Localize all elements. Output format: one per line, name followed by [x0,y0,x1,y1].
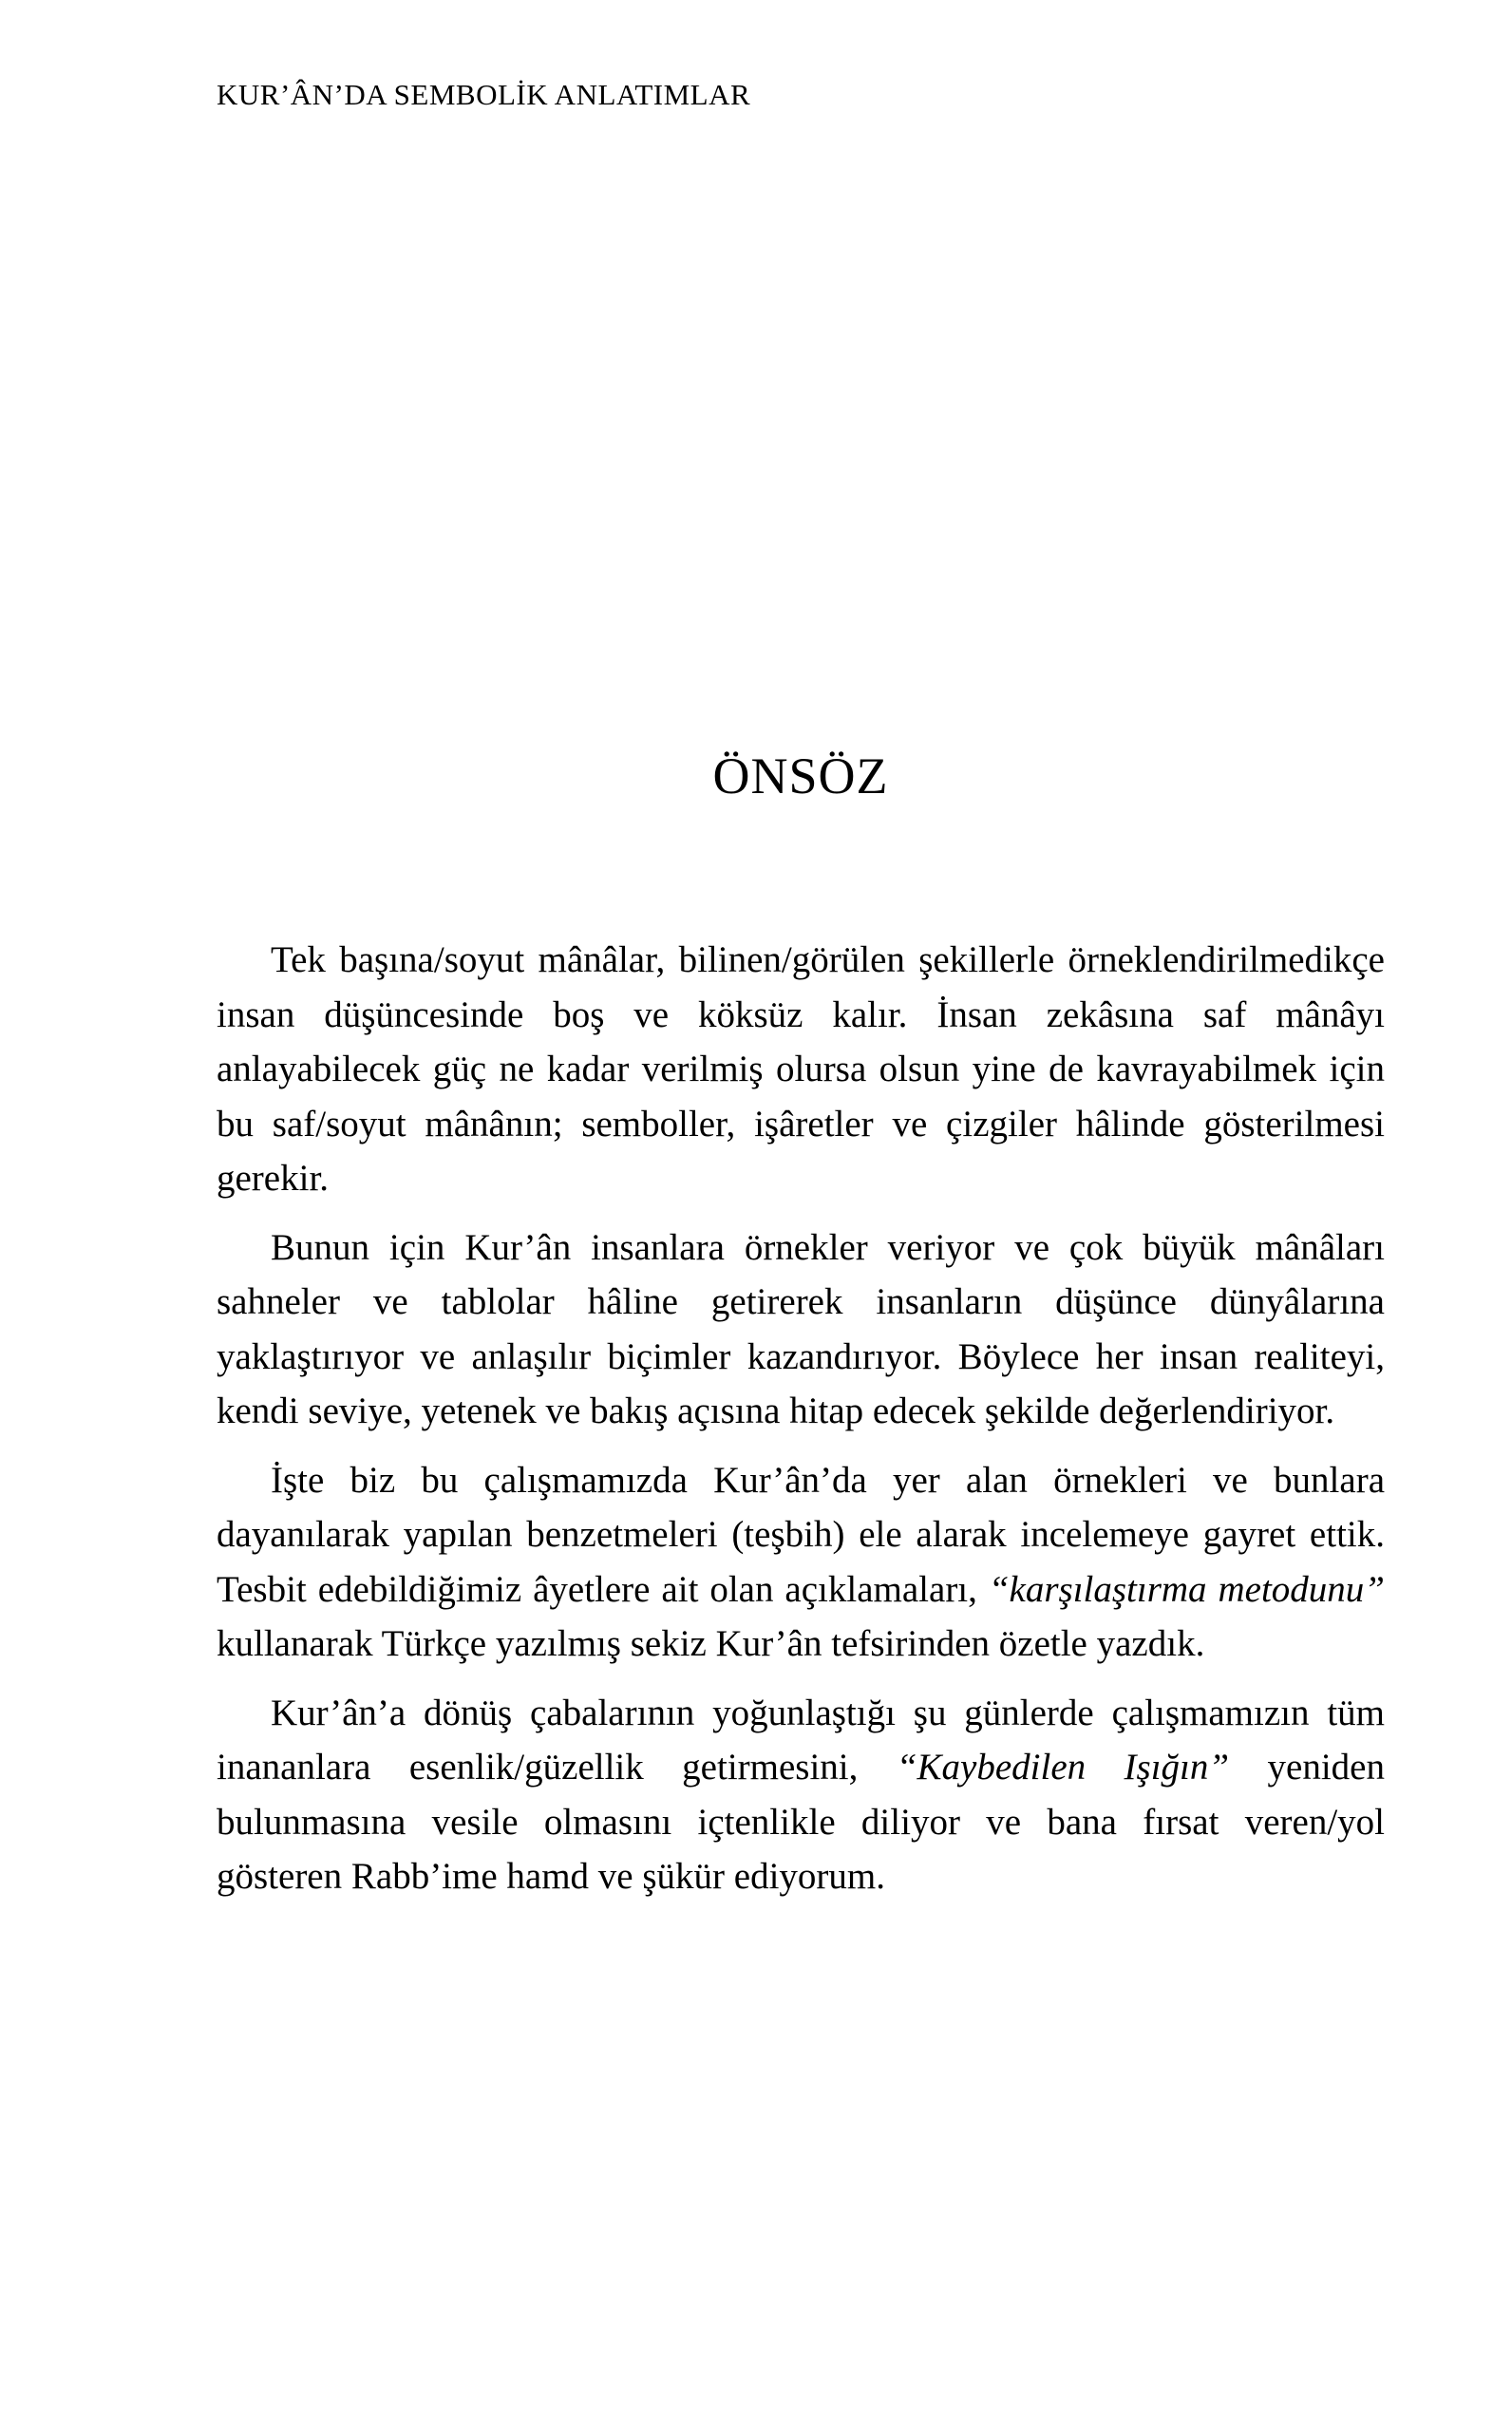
page-title: ÖNSÖZ [712,747,889,804]
italic-run: “karşılaştırma metodunu” [988,1568,1385,1610]
paragraphs [217,933,1385,1919]
text-run: Kur’ân’a dönüş çabalarının yoğunlaştığı şu günlerde çalışmamızın tüm inananlara esenlik/güzellik getirmesini, [217,1692,1385,1788]
paragraph [217,1220,1385,1439]
text-run: İşte biz bu çalışmamızda Kur’ân’da yer alan örnekleri ve bunlara dayanılarak yapılan benzetmeleri (teşbih) ele alarak incelemeye gayret ettik. Tesbit edebildiğimiz âyetlere ait olan açıklamaları, [217,1459,1385,1610]
paragraph [217,933,1385,1206]
text-run: yeniden bulunmasına vesile olmasını içtenlikle diliyor ve bana fırsat veren/yol gösteren Rabb’ime hamd ve şükür ediyorum. [217,1747,1385,1897]
running-header: KUR’ÂN’DA SEMBOLİK ANLATIMLAR [217,78,751,111]
text-run: Tek başına/soyut mânâlar, bilinen/görülen şekillerle örneklendirilmedikçe insan düşüncesinde boş ve köksüz kalır. İnsan zekâsına saf mânâyı anlayabilecek güç ne kadar verilmiş olursa olsun yine de kavrayabilmek için bu saf/soyut mânânın; semboller, işâretler ve çizgiler hâlinde gösterilmesi gerekir. [217,939,1385,1199]
text-run: kullanarak Türkçe yazılmış sekiz Kur’ân tefsirinden özetle yazdık. [217,1623,1205,1664]
paragraph [217,1686,1385,1904]
italic-run: “Kaybedilen Işığın” [896,1747,1230,1788]
text-run: Bunun için Kur’ân insanlara örnekler veriyor ve çok büyük mânâları sahneler ve tablolar hâline getirerek insanların düşünce dünyâlarına yaklaştırıyor ve anlaşılır biçimler kazandırıyor. Böylece her insan realiteyi, kendi seviye, yetenek ve bakış açısına hitap edecek şekilde değerlendiriyor. [217,1226,1385,1431]
paragraph [217,1453,1385,1672]
